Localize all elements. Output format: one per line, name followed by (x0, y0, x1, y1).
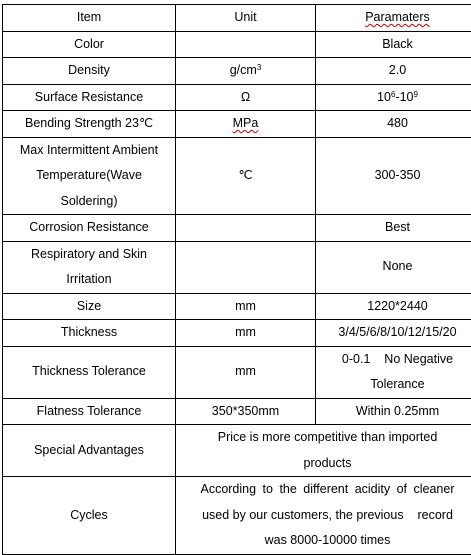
table-header-row (3, 5, 471, 32)
item-cell: Density (3, 58, 176, 85)
item-cell: Bending Strength 23℃ (3, 111, 176, 138)
item-cell: Special Advantages (3, 425, 176, 477)
unit-cell (176, 215, 316, 242)
item-cell: Thickness (3, 320, 176, 347)
value-cell: 1220*2440 (316, 293, 471, 320)
item-line: Max Intermittent Ambient (7, 138, 171, 164)
merged-value-cell (176, 425, 471, 477)
unit-cell: mm (176, 320, 316, 347)
item-cell: Color (3, 31, 176, 58)
value-line: used by our customers, the previous record (180, 503, 471, 529)
item-cell (3, 241, 176, 293)
item-cell (3, 137, 176, 215)
value-mid: -10 (395, 90, 413, 104)
value-cell: 2.0 (316, 58, 471, 85)
value-line: Price is more competitive than imported (180, 425, 471, 451)
value-cell (316, 84, 471, 111)
header-parameters-text: Paramaters (365, 10, 430, 24)
value-line: Tolerance (320, 372, 471, 398)
table-row (3, 31, 471, 58)
table-row (3, 320, 471, 347)
unit-cell (176, 58, 316, 85)
item-cell: Corrosion Resistance (3, 215, 176, 242)
unit-cell (176, 241, 316, 293)
table-row (3, 425, 471, 477)
item-line: Irritation (7, 267, 171, 293)
value-base: 10 (377, 90, 391, 104)
value-line: 0-0.1 No Negative (320, 347, 471, 373)
value-cell: None (316, 241, 471, 293)
value-cell: 300-350 (316, 137, 471, 215)
item-line: Temperature(Wave (7, 163, 171, 189)
value-cell: Best (316, 215, 471, 242)
value-cell: Black (316, 31, 471, 58)
value-cell (316, 346, 471, 398)
table-row (3, 346, 471, 398)
unit-cell (176, 31, 316, 58)
table-row (3, 137, 471, 215)
table-row (3, 241, 471, 293)
value-cell: 480 (316, 111, 471, 138)
spec-table (2, 4, 471, 555)
item-cell: Thickness Tolerance (3, 346, 176, 398)
table-row (3, 477, 471, 555)
item-cell: Size (3, 293, 176, 320)
header-item: Item (3, 5, 176, 32)
header-parameters (316, 5, 471, 32)
value-cell: Within 0.25mm (316, 398, 471, 425)
table-row (3, 111, 471, 138)
item-line: Soldering) (7, 189, 171, 215)
value-exponent: 9 (413, 90, 417, 99)
value-exponent: 6 (391, 90, 395, 99)
value-cell: 3/4/5/6/8/10/12/15/20 (316, 320, 471, 347)
table-row (3, 215, 471, 242)
unit-text: MPa (233, 116, 259, 130)
table-row (3, 293, 471, 320)
item-line: Respiratory and Skin (7, 242, 171, 268)
table-row (3, 398, 471, 425)
unit-cell: 350*350mm (176, 398, 316, 425)
value-line: was 8000-10000 times (180, 528, 471, 554)
unit-cell (176, 111, 316, 138)
merged-value-cell (176, 477, 471, 555)
unit-cell: mm (176, 293, 316, 320)
item-cell: Flatness Tolerance (3, 398, 176, 425)
unit-base: g/cm (230, 63, 257, 77)
item-cell: Cycles (3, 477, 176, 555)
unit-cell: ℃ (176, 137, 316, 215)
unit-cell: Ω (176, 84, 316, 111)
value-line: products (180, 451, 471, 477)
item-cell: Surface Resistance (3, 84, 176, 111)
unit-cell: mm (176, 346, 316, 398)
table-row (3, 58, 471, 85)
table-row (3, 84, 471, 111)
header-unit: Unit (176, 5, 316, 32)
value-line: According to the different acidity of cleaner (180, 477, 471, 503)
unit-superscript: 3 (257, 63, 261, 72)
